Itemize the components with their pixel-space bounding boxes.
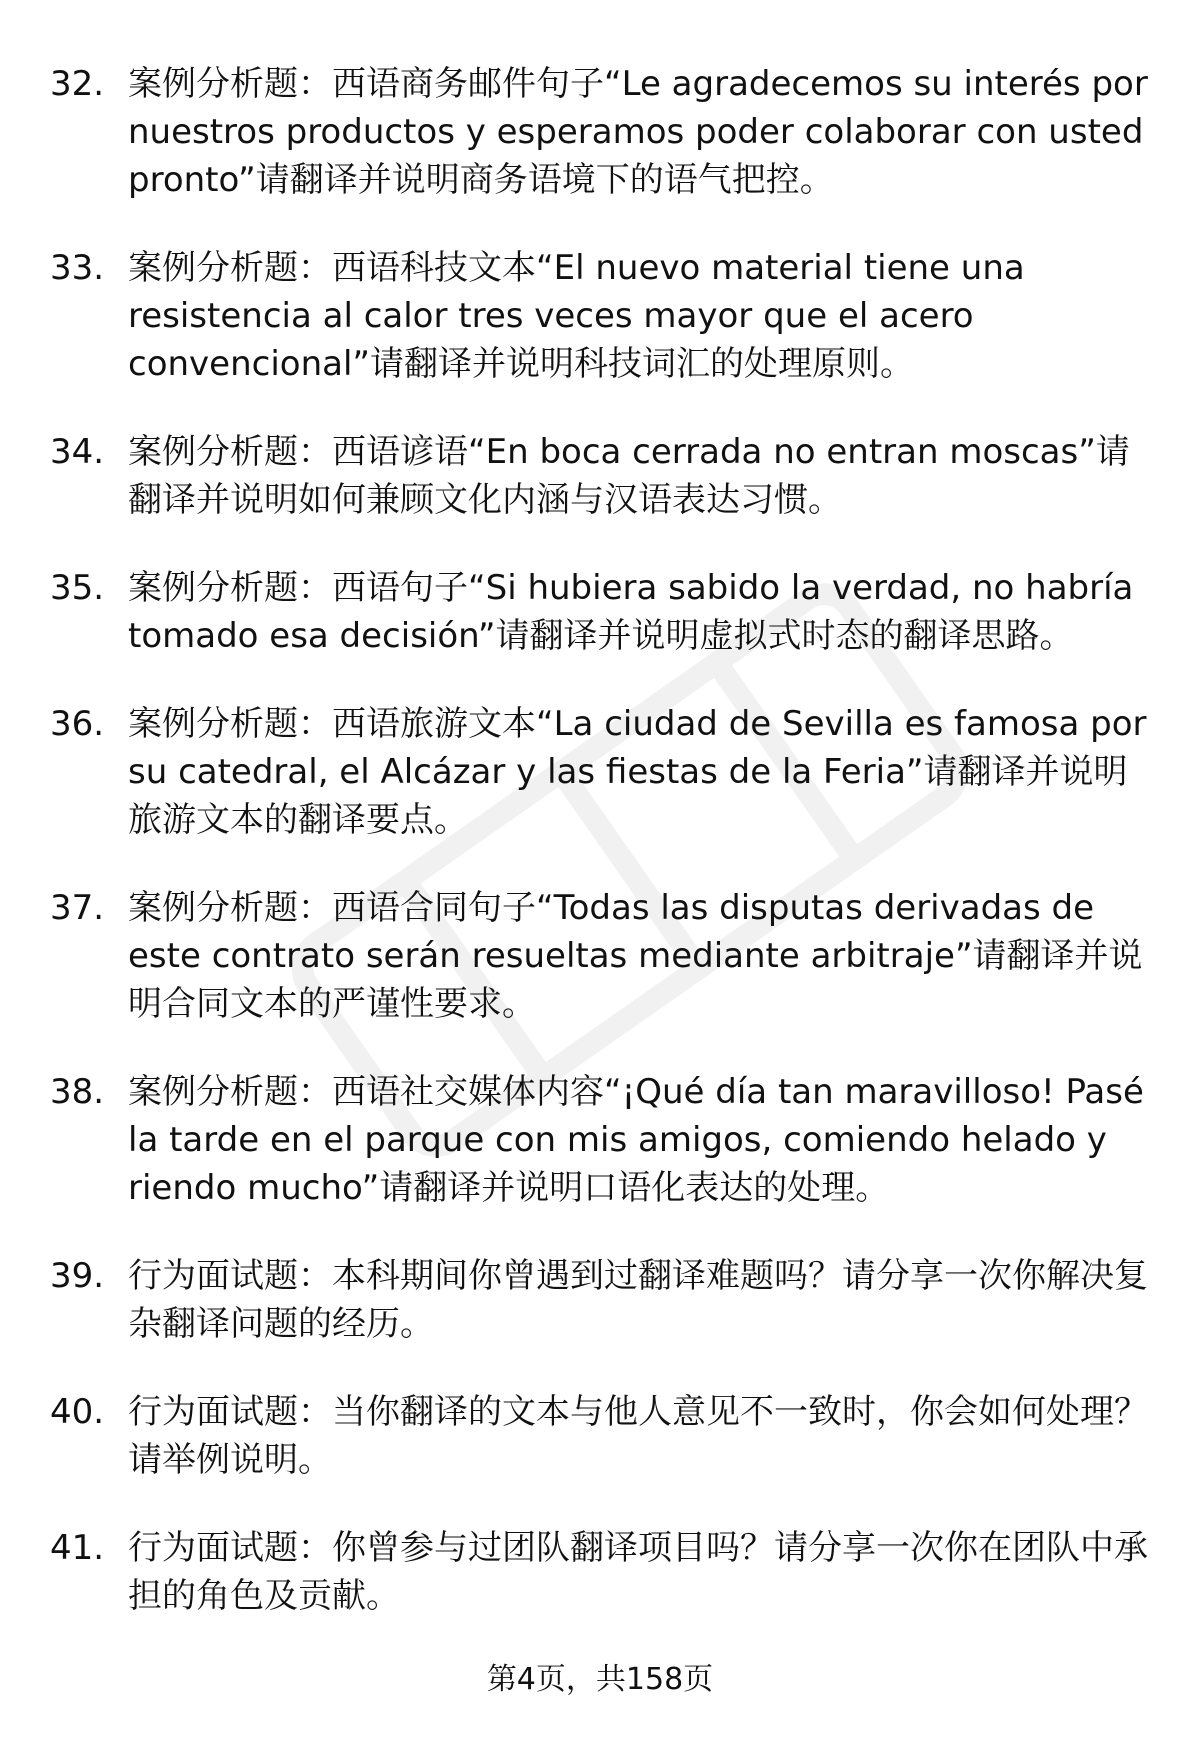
question-number: 32. xyxy=(50,64,105,104)
question-text: 案例分析题：西语句子“Si hubiera sabido la verdad, no habría tomado esa decisión”请翻译并说明虚拟式时态的翻译思路。 xyxy=(128,568,1134,656)
question-item-40 xyxy=(50,1388,1150,1484)
question-number: 34. xyxy=(50,432,105,472)
question-text: 行为面试题：你曾参与过团队翻译项目吗？请分享一次你在团队中承担的角色及贡献。 xyxy=(128,1528,1148,1616)
question-number: 39. xyxy=(50,1256,105,1296)
question-number: 37. xyxy=(50,888,105,928)
question-number: 38. xyxy=(50,1072,105,1112)
question-item-36 xyxy=(50,700,1150,844)
question-number: 35. xyxy=(50,568,105,608)
question-list xyxy=(50,60,1150,1660)
question-text: 案例分析题：西语合同句子“Todas las disputas derivadas de este contrato serán resueltas mediante arbitraje”请翻译并说明合同文本的严谨性要求。 xyxy=(128,888,1143,1024)
question-text: 案例分析题：西语社交媒体内容“¡Qué día tan maravilloso! Pasé la tarde en el parque con mis amigos, comiendo helado y riendo mucho”请翻译并说明口语化表达的处理。 xyxy=(128,1072,1144,1208)
question-number: 36. xyxy=(50,704,105,744)
question-number: 41. xyxy=(50,1528,105,1568)
question-text: 案例分析题：西语科技文本“El nuevo material tiene una resistencia al calor tres veces mayor que el acero convencional”请翻译并说明科技词汇的处理原则。 xyxy=(128,248,1025,384)
question-item-38 xyxy=(50,1068,1150,1212)
question-text: 案例分析题：西语谚语“En boca cerrada no entran moscas”请翻译并说明如何兼顾文化内涵与汉语表达习惯。 xyxy=(128,432,1130,520)
question-text: 案例分析题：西语旅游文本“La ciudad de Sevilla es famosa por su catedral, el Alcázar y las fiestas de la Feria”请翻译并说明旅游文本的翻译要点。 xyxy=(128,704,1147,840)
question-item-32 xyxy=(50,60,1150,204)
question-text: 行为面试题：本科期间你曾遇到过翻译难题吗？请分享一次你解决复杂翻译问题的经历。 xyxy=(128,1256,1148,1344)
question-text: 行为面试题：当你翻译的文本与他人意见不一致时，你会如何处理？请举例说明。 xyxy=(128,1392,1148,1480)
question-item-39 xyxy=(50,1252,1150,1348)
question-item-35 xyxy=(50,564,1150,660)
question-item-34 xyxy=(50,428,1150,524)
page-indicator: 第4页，共158页 xyxy=(486,1662,714,1697)
question-number: 33. xyxy=(50,248,105,288)
question-text: 案例分析题：西语商务邮件句子“Le agradecemos su interés por nuestros productos y esperamos poder colaborar con usted pronto”请翻译并说明商务语境下的语气把控。 xyxy=(128,64,1148,200)
question-item-41 xyxy=(50,1524,1150,1620)
question-item-33 xyxy=(50,244,1150,388)
question-number: 40. xyxy=(50,1392,105,1432)
question-item-37 xyxy=(50,884,1150,1028)
